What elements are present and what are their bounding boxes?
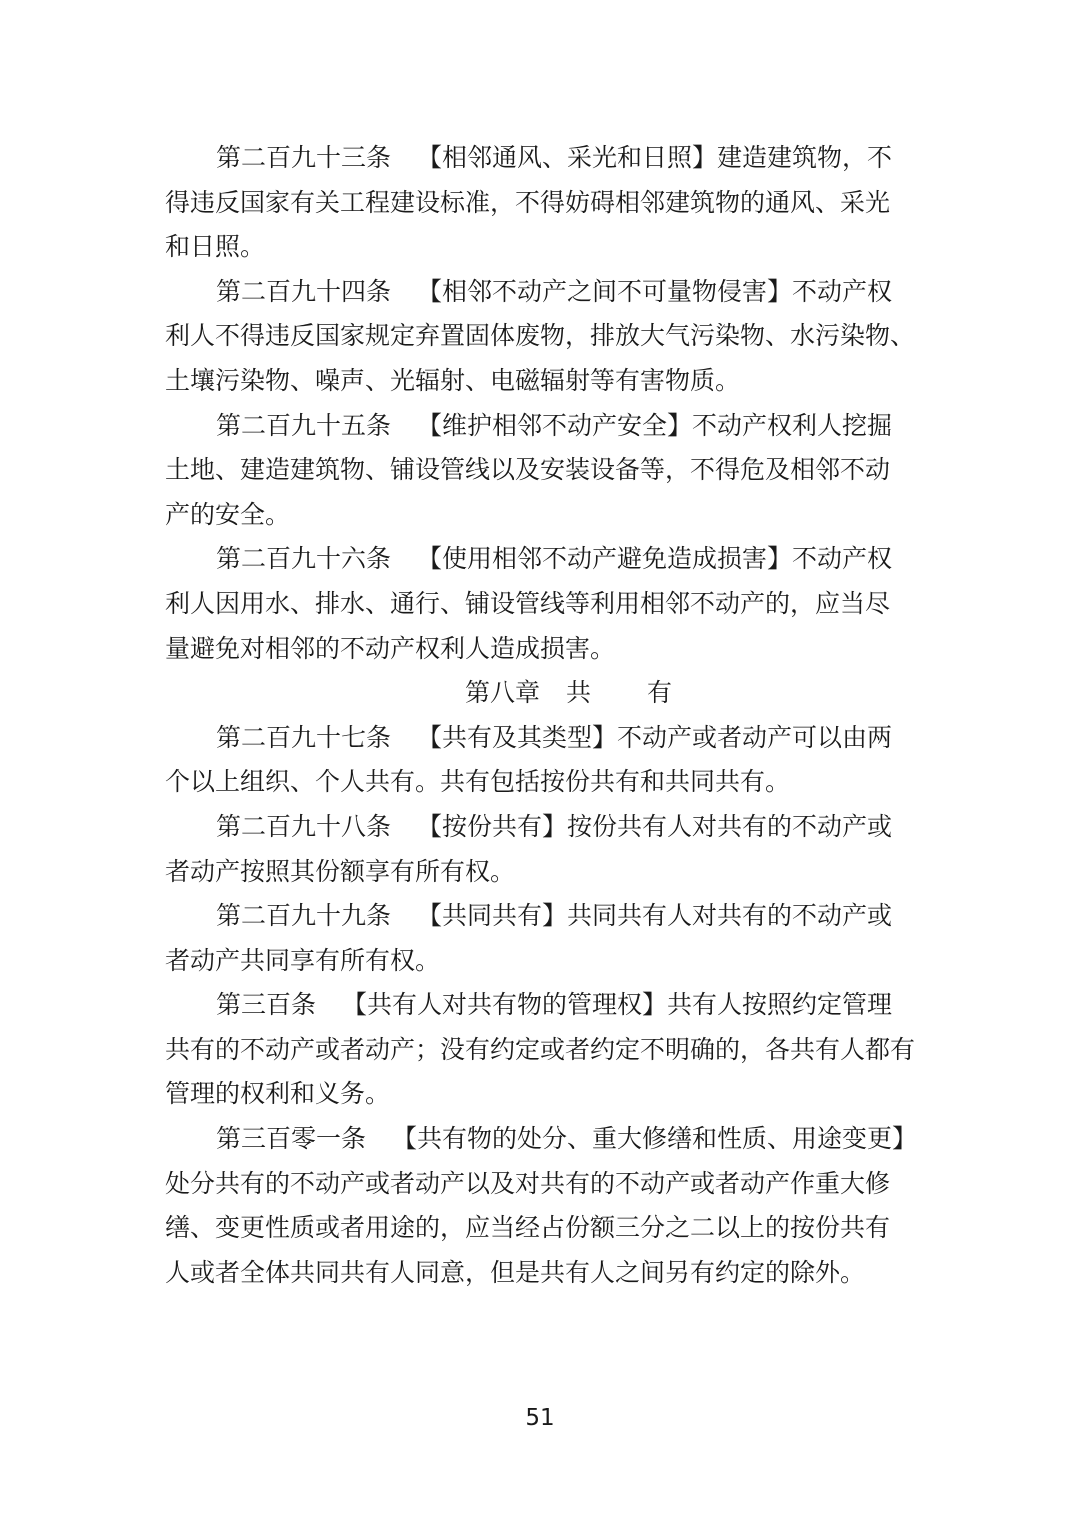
- chapter-heading: [165, 671, 915, 716]
- article-294: [165, 270, 915, 404]
- article-text: 【共同共有】共同共有人对共有的不动产或: [417, 901, 893, 931]
- chapter-label: 第八章: [465, 678, 541, 708]
- article-text: 者动产按照其份额享有所有权。: [165, 856, 516, 886]
- article-text: 【共有物的处分、重大修缮和性质、用途变更】: [392, 1124, 918, 1154]
- article-number: 第二百九十五条: [216, 410, 392, 440]
- article-295: [165, 404, 915, 538]
- article-293: [165, 136, 915, 270]
- article-number: 第二百九十八条: [216, 811, 392, 841]
- article-text: 【相邻不动产之间不可量物侵害】不动产权: [417, 276, 893, 306]
- article-text: 处分共有的不动产或者动产以及对共有的不动产或者动产作重大修: [165, 1168, 891, 1198]
- article-text: 产的安全。: [165, 499, 291, 529]
- document-body: [165, 136, 918, 1295]
- article-text: 土地、建造建筑物、铺设管线以及安装设备等，不得危及相邻不动: [165, 455, 891, 485]
- article-text: 管理的权利和义务。: [165, 1079, 391, 1109]
- article-text: 共有的不动产或者动产；没有约定或者约定不明确的，各共有人都有: [165, 1034, 916, 1064]
- article-text: 利人因用水、排水、通行、铺设管线等利用相邻不动产的，应当尽: [165, 588, 891, 618]
- article-text: 【共有人对共有物的管理权】共有人按照约定管理: [342, 990, 893, 1020]
- article-text: 【按份共有】按份共有人对共有的不动产或: [417, 811, 893, 841]
- article-text: 【共有及其类型】不动产或者动产可以由两: [417, 722, 893, 752]
- article-text: 者动产共同享有所有权。: [165, 945, 441, 975]
- article-number: 第三百零一条: [216, 1124, 367, 1154]
- article-number: 第三百条: [216, 990, 317, 1020]
- article-text: 缮、变更性质或者用途的，应当经占份额三分之二以上的按份共有: [165, 1213, 891, 1243]
- article-298: [165, 805, 915, 894]
- article-text: 【维护相邻不动产安全】不动产权利人挖掘: [417, 410, 893, 440]
- article-text: 【使用相邻不动产避免造成损害】不动产权: [417, 544, 893, 574]
- article-text: 【相邻通风、采光和日照】建造建筑物，不: [417, 143, 893, 172]
- chapter-title-char: 共: [566, 678, 592, 708]
- article-number: 第二百九十六条: [216, 544, 392, 574]
- article-text: 利人不得违反国家规定弃置固体废物，排放大气污染物、水污染物、: [165, 321, 916, 351]
- article-text: 和日照。: [165, 232, 266, 262]
- page-number: 51: [525, 1405, 555, 1431]
- article-number: 第二百九十三条: [216, 143, 392, 172]
- article-300: [165, 983, 915, 1117]
- article-text: 量避免对相邻的不动产权利人造成损害。: [165, 633, 616, 663]
- article-text: 得违反国家有关工程建设标准，不得妨碍相邻建筑物的通风、采光: [165, 187, 891, 217]
- article-text: 人或者全体共同共有人同意，但是共有人之间另有约定的除外。: [165, 1257, 866, 1287]
- article-number: 第二百九十七条: [216, 722, 392, 752]
- article-299: [165, 894, 915, 983]
- article-number: 第二百九十九条: [216, 901, 392, 931]
- article-text: 个以上组织、个人共有。共有包括按份共有和共同共有。: [165, 767, 791, 797]
- article-text: 土壤污染物、噪声、光辐射、电磁辐射等有害物质。: [165, 365, 741, 395]
- article-296: [165, 537, 915, 671]
- article-number: 第二百九十四条: [216, 276, 392, 306]
- chapter-title-char: 有: [647, 678, 673, 708]
- article-301: [165, 1117, 918, 1295]
- article-297: [165, 716, 915, 805]
